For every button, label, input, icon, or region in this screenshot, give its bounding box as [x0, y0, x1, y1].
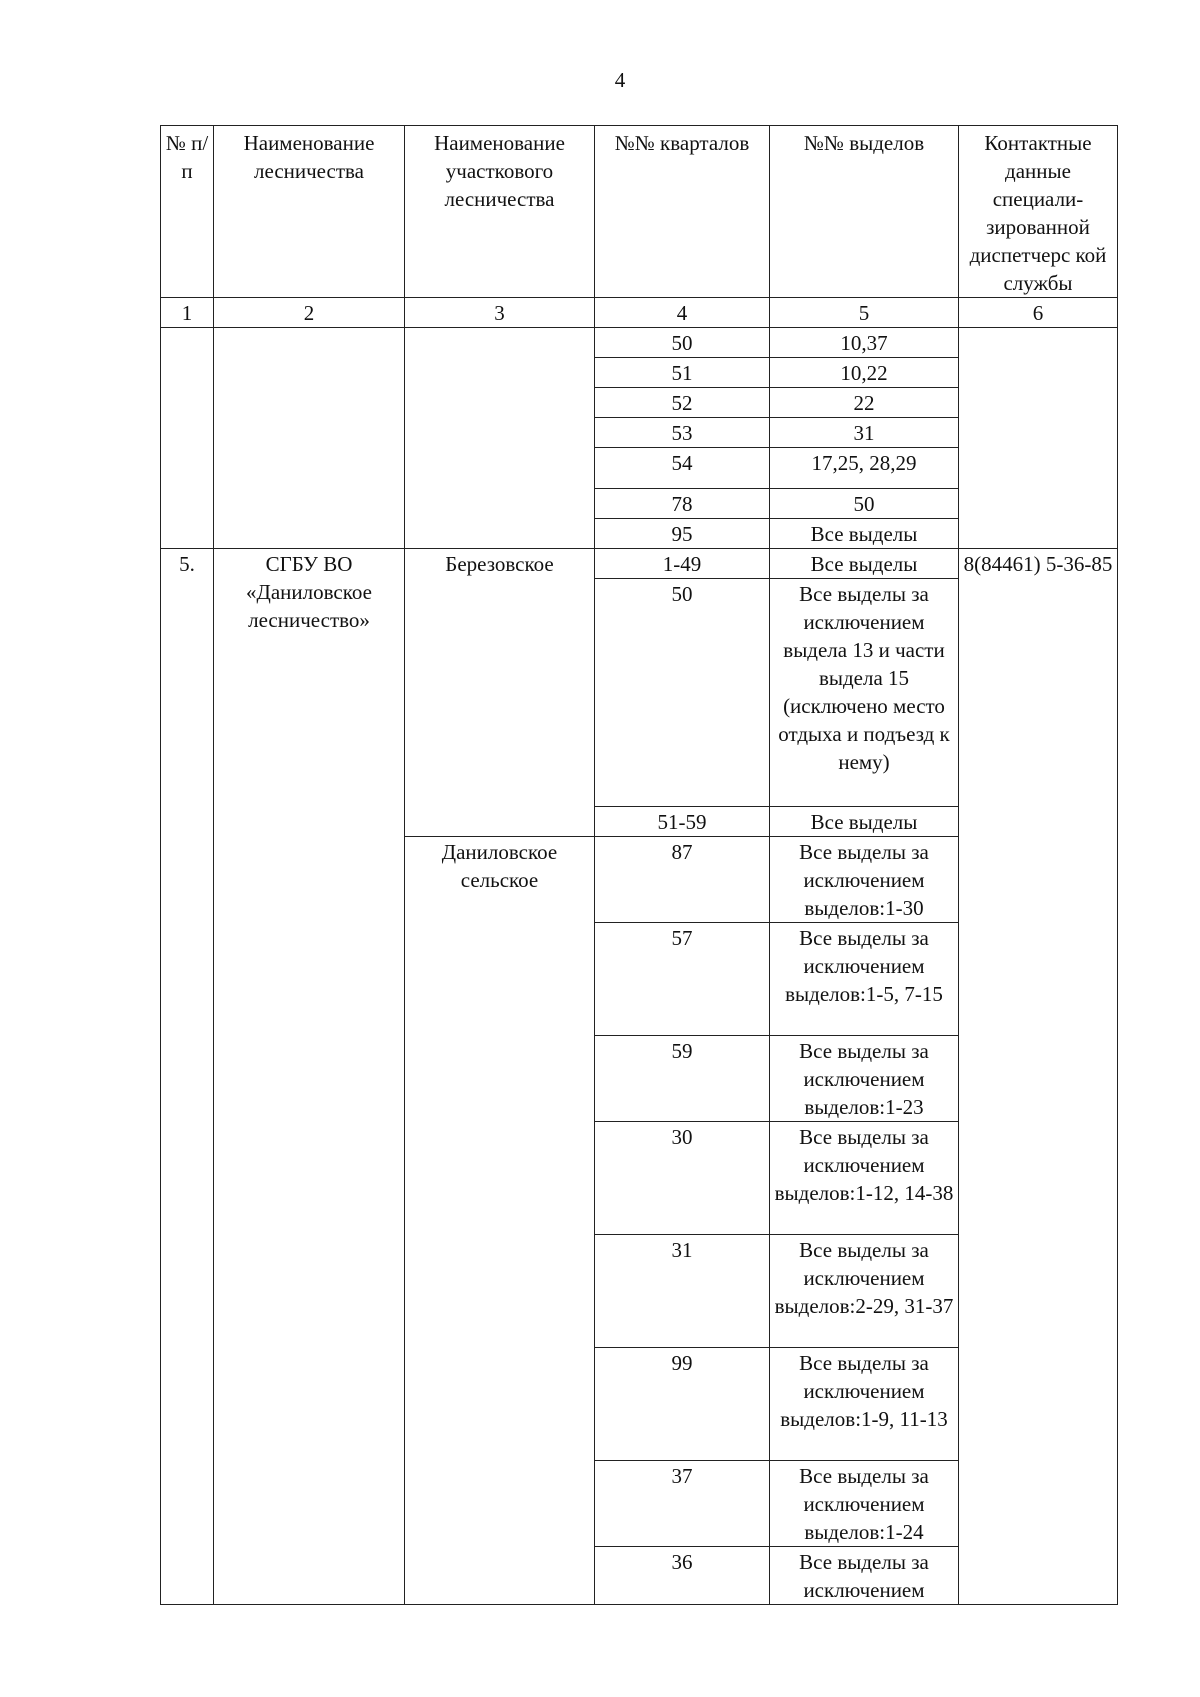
empty-cell: [214, 328, 405, 549]
quarter-cell: 51-59: [595, 807, 770, 837]
header-contact: Контактные данные специали-зированной диспетчерс кой службы: [959, 126, 1118, 298]
contact-cell: 8(84461) 5-36-85: [959, 549, 1118, 1605]
column-number: 5: [770, 298, 959, 328]
quarter-cell: 95: [595, 519, 770, 549]
forestry-table: [160, 125, 1118, 1605]
sections-cell: Все выделы за исключением выдела 13 и части выдела 15 (исключено место отдыха и подъезд к нему): [770, 579, 959, 807]
quarter-cell: 57: [595, 923, 770, 1036]
sections-cell: 50: [770, 489, 959, 519]
sections-cell: Все выделы: [770, 549, 959, 579]
sections-cell: Все выделы за исключением выделов:1-30: [770, 837, 959, 923]
quarter-cell: 31: [595, 1235, 770, 1348]
column-number: 4: [595, 298, 770, 328]
quarter-cell: 51: [595, 358, 770, 388]
sections-cell: 31: [770, 418, 959, 448]
empty-cell: [405, 328, 595, 549]
district-name: Березовское: [405, 549, 595, 837]
forestry-name: СГБУ ВО «Даниловское лесничество»: [214, 549, 405, 1605]
table-row: [161, 328, 1118, 358]
sections-cell: Все выделы: [770, 807, 959, 837]
quarter-cell: 50: [595, 579, 770, 807]
sections-cell: 17,25, 28,29: [770, 448, 959, 489]
header-forestry: Наименование лесничества: [214, 126, 405, 298]
empty-cell: [959, 328, 1118, 549]
quarter-cell: 53: [595, 418, 770, 448]
quarter-cell: 52: [595, 388, 770, 418]
empty-cell: [161, 328, 214, 549]
table-row: [161, 549, 1118, 579]
quarter-cell: 37: [595, 1461, 770, 1547]
header-row: [161, 126, 1118, 298]
header-quarters: №№ кварталов: [595, 126, 770, 298]
column-number: 1: [161, 298, 214, 328]
quarter-cell: 30: [595, 1122, 770, 1235]
entry-number: 5.: [161, 549, 214, 1605]
header-sections: №№ выделов: [770, 126, 959, 298]
quarter-cell: 78: [595, 489, 770, 519]
quarter-cell: 87: [595, 837, 770, 923]
quarter-cell: 50: [595, 328, 770, 358]
sections-cell: Все выделы за исключением выделов:1-12, 14-38: [770, 1122, 959, 1235]
header-district: Наименование участкового лесничества: [405, 126, 595, 298]
sections-cell: Все выделы за исключением выделов:1-24: [770, 1461, 959, 1547]
quarter-cell: 1-49: [595, 549, 770, 579]
column-number: 2: [214, 298, 405, 328]
sections-cell: Все выделы за исключением: [770, 1547, 959, 1605]
quarter-cell: 54: [595, 448, 770, 489]
sections-cell: Все выделы: [770, 519, 959, 549]
column-number-row: [161, 298, 1118, 328]
district-name: Даниловское сельское: [405, 837, 595, 1605]
sections-cell: 22: [770, 388, 959, 418]
header-number: № п/п: [161, 126, 214, 298]
sections-cell: 10,37: [770, 328, 959, 358]
column-number: 3: [405, 298, 595, 328]
sections-cell: Все выделы за исключением выделов:1-9, 11-13: [770, 1348, 959, 1461]
page-number: 4: [614, 68, 626, 92]
quarter-cell: 59: [595, 1036, 770, 1122]
column-number: 6: [959, 298, 1118, 328]
sections-cell: Все выделы за исключением выделов:2-29, 31-37: [770, 1235, 959, 1348]
sections-cell: Все выделы за исключением выделов:1-5, 7-15: [770, 923, 959, 1036]
sections-cell: Все выделы за исключением выделов:1-23: [770, 1036, 959, 1122]
quarter-cell: 99: [595, 1348, 770, 1461]
sections-cell: 10,22: [770, 358, 959, 388]
quarter-cell: 36: [595, 1547, 770, 1605]
